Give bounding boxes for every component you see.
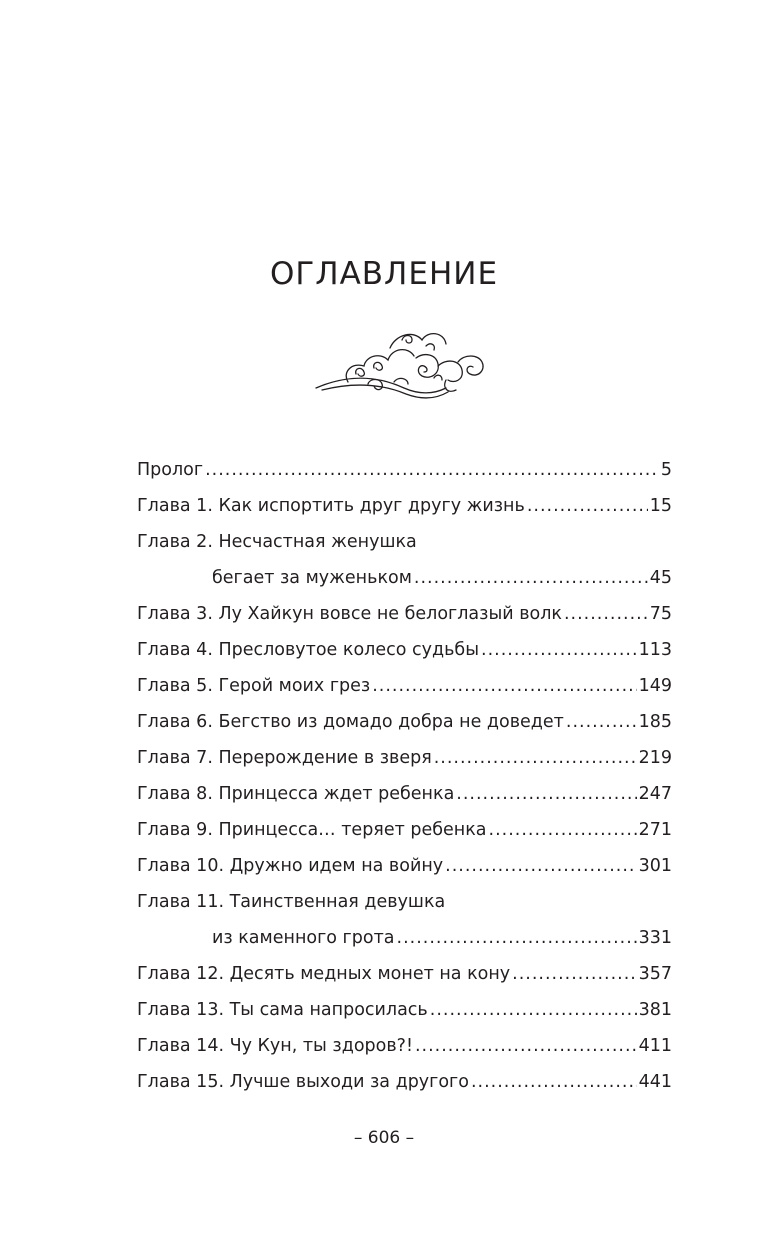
dot-leader [564,596,648,632]
toc-entry-chapter-13[interactable] [137,992,672,1028]
dot-leader [489,812,637,848]
toc-page-number: 219 [638,748,672,768]
toc-page-number: 15 [649,496,672,516]
toc-entry-label: Глава 10. Дружно идем на войну [137,856,444,876]
table-of-contents [137,452,672,1100]
toc-entry-label: Пролог [137,460,204,480]
toc-entry-label: Глава 7. Перерождение в зверя [137,748,432,768]
toc-entry-label-continued: из каменного грота [212,928,395,948]
toc-entry-chapter-12[interactable] [137,956,672,992]
dot-leader [434,740,637,776]
toc-entry-label: Глава 3. Лу Хайкун вовсе не белоглазый волк [137,604,562,624]
toc-entry-label: Глава 13. Ты сама напросилась [137,1000,428,1020]
toc-entry-chapter-3[interactable] [137,596,672,632]
dot-leader [397,920,637,956]
toc-entry-chapter-1[interactable] [137,488,672,524]
dot-leader [512,956,636,992]
dot-leader [481,632,637,668]
toc-page-number: 331 [638,928,672,948]
toc-entry-label: Глава 4. Пресловутое колесо судьбы [137,640,480,660]
toc-entry-label: Глава 1. Как испортить друг другу жизнь [137,496,525,516]
toc-page-number: 357 [638,964,672,984]
toc-entry-label: Глава 6. Бегство из домадо добра не доведет [137,712,564,732]
toc-entry-chapter-15[interactable] [137,1064,672,1100]
toc-page-number: 5 [660,460,672,480]
page-number-footer: – 606 – [353,1128,415,1148]
page-title: ОГЛАВЛЕНИЕ [269,256,499,292]
toc-entry-label: Глава 2. Несчастная женушка [137,532,417,552]
dot-leader [566,704,637,740]
toc-entry-chapter-4[interactable] [137,632,672,668]
toc-page-number: 75 [649,604,672,624]
dot-leader [205,452,659,488]
toc-page-number: 411 [638,1036,672,1056]
toc-entry-chapter-5[interactable] [137,668,672,704]
toc-page-number: 301 [638,856,672,876]
dot-leader [415,1028,637,1064]
toc-entry-chapter-2[interactable] [137,524,672,596]
toc-entry-label: Глава 12. Десять медных монет на кону [137,964,511,984]
toc-entry-chapter-8[interactable] [137,776,672,812]
toc-page-number: 381 [638,1000,672,1020]
toc-entry-chapter-14[interactable] [137,1028,672,1064]
toc-entry-chapter-11[interactable] [137,884,672,956]
toc-page-number: 113 [638,640,672,660]
dot-leader [372,668,636,704]
toc-entry-label: Глава 5. Герой моих грез [137,676,371,696]
cloud-ornament-icon [308,318,500,410]
toc-entry-chapter-7[interactable] [137,740,672,776]
toc-entry-chapter-10[interactable] [137,848,672,884]
dot-leader [456,776,636,812]
toc-entry-chapter-6[interactable] [137,704,672,740]
toc-page-number: 271 [638,820,672,840]
toc-page-number: 441 [638,1072,672,1092]
dot-leader [430,992,637,1028]
toc-entry-chapter-9[interactable] [137,812,672,848]
dot-leader [527,488,648,524]
dot-leader [471,1064,637,1100]
toc-entry-label: Глава 14. Чу Кун, ты здоров?! [137,1036,413,1056]
toc-entry-label: Глава 15. Лучше выходи за другого [137,1072,469,1092]
toc-entry-label-continued: бегает за муженьком [212,568,412,588]
dot-leader [445,848,636,884]
toc-entry-prologue[interactable] [137,452,672,488]
toc-entry-label: Глава 9. Принцесса… теряет ребенка [137,820,487,840]
toc-page-number: 149 [638,676,672,696]
toc-entry-label: Глава 8. Принцесса ждет ребенка [137,784,455,804]
toc-page-number: 185 [638,712,672,732]
toc-page-number: 45 [649,568,672,588]
toc-entry-label: Глава 11. Таинственная девушка [137,892,446,912]
dot-leader [414,560,648,596]
toc-page-number: 247 [638,784,672,804]
